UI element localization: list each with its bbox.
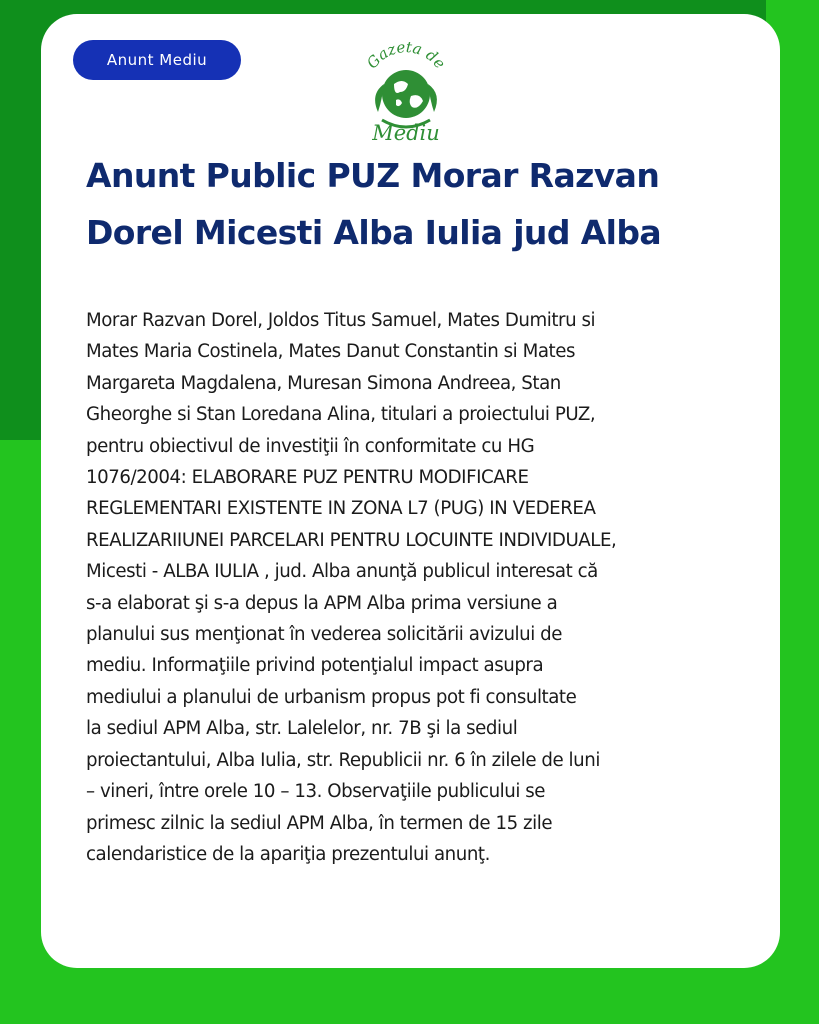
body-line: 1076/2004: ELABORARE PUZ PENTRU MODIFICARE [86, 467, 529, 489]
announcement-card [41, 14, 780, 968]
globe-icon [382, 70, 430, 118]
body-line: REGLEMENTARI EXISTENTE IN ZONA L7 (PUG) IN VEDEREA [86, 498, 596, 520]
body-line: planului sus menţionat în vederea solicitării avizului de [86, 624, 562, 646]
body-line: calendaristice de la apariţia prezentului anunţ. [86, 843, 490, 865]
body-line: Margareta Magdalena, Muresan Simona Andreea, Stan [86, 372, 561, 394]
svg-text:Gazeta de [363, 38, 449, 72]
body-line: proiectantului, Alba Iulia, str. Republicii nr. 6 în zilele de luni [86, 749, 600, 771]
announcement-body [86, 305, 776, 870]
body-line: Morar Razvan Dorel, Joldos Titus Samuel, Mates Dumitru si [86, 310, 596, 331]
body-line: Gheorghe si Stan Loredana Alina, titulari a proiectului PUZ, [86, 404, 596, 426]
body-line: mediului a planului de urbanism propus pot fi consultate [86, 686, 577, 708]
announcement-title: Anunt Public PUZ Morar Razvan Dorel Micesti Alba Iulia jud Alba [86, 156, 662, 252]
body-line: mediu. Informaţiile privind potenţialul impact asupra [86, 655, 544, 677]
gazeta-de-mediu-logo [356, 34, 456, 146]
logo-bottom-text: Mediu [372, 121, 440, 145]
body-line: – vineri, între orele 10 – 13. Observaţiile publicului se [86, 781, 546, 803]
body-line: pentru obiectivul de investiţii în conformitate cu HG [86, 435, 535, 457]
body-line: la sediul APM Alba, str. Lalelelor, nr. 7B şi la sediul [86, 718, 518, 740]
body-line: Mates Maria Costinela, Mates Danut Constantin si Mates [86, 341, 575, 363]
logo-top-text: Gazeta de [363, 38, 450, 73]
body-line: primesc zilnic la sediul APM Alba, în termen de 15 zile [86, 812, 553, 834]
body-line: Micesti - ALBA IULIA , jud. Alba anunţă publicul interesat că [86, 561, 598, 583]
body-line: s-a elaborat şi s-a depus la APM Alba prima versiune a [86, 592, 558, 614]
body-line: REALIZARIIUNEI PARCELARI PENTRU LOCUINTE INDIVIDUALE, [86, 529, 617, 551]
category-badge[interactable]: Anunt Mediu [73, 40, 241, 80]
